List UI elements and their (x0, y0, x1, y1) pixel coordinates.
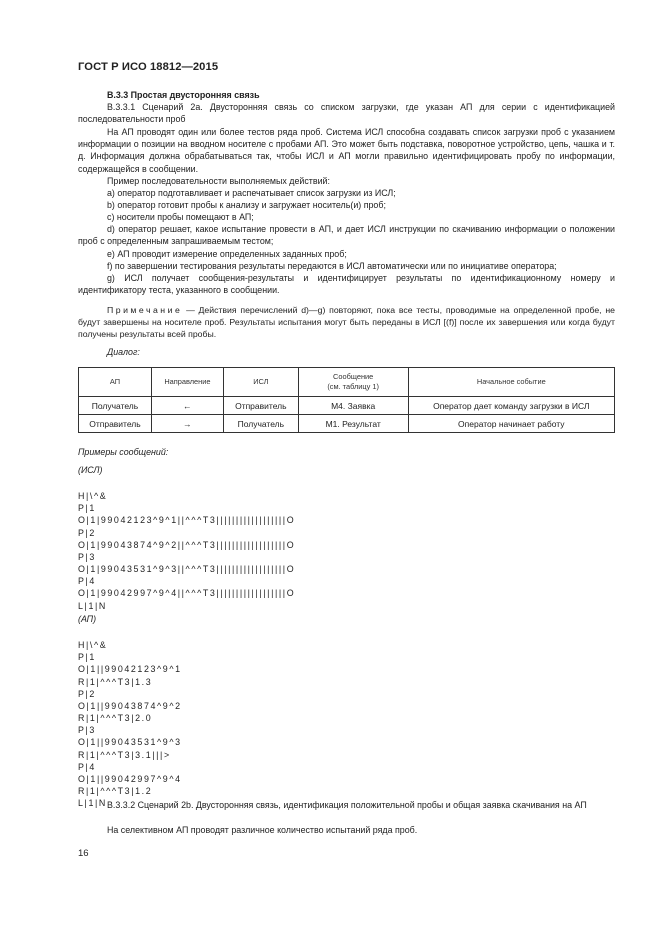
note-label: Примечание (107, 305, 183, 315)
list-item-f: f) по завершении тестирования результаты передаются в ИСЛ автоматически или по инициативе оператора; (107, 261, 557, 271)
message-line: R|1|^^^T3|3.1|||> (78, 749, 171, 760)
table-cell-isl: Отправитель (223, 397, 298, 415)
table-cell-ap: Отправитель (79, 415, 152, 433)
list-item-c: c) носители пробы помещают в АП; (107, 212, 254, 222)
message-line: O|1|99043874^9^2||^^^T3||||||||||||||||||O (78, 539, 296, 550)
table-row (79, 397, 615, 415)
table-header-event: Начальное событие (408, 368, 614, 397)
dialog-label: Диалог: (107, 347, 140, 357)
message-line: H|\^& (78, 491, 108, 502)
isl-label: (ИСЛ) (78, 465, 103, 475)
document-header: ГОСТ Р ИСО 18812—2015 (78, 61, 219, 73)
table-header-message: Сообщение (см. таблицу 1) (298, 368, 408, 397)
table-cell-event: Оператор дает команду загрузки в ИСЛ (408, 397, 614, 415)
paragraph-description (78, 126, 615, 175)
paragraph-b331 (78, 101, 615, 125)
table-header-row (79, 368, 615, 397)
table-cell-message: М1. Результат (298, 415, 408, 433)
table-cell-direction: ← (151, 397, 223, 415)
message-line: P|4 (78, 576, 96, 587)
list-item-d-text: d) оператор решает, какое испытание провести в АП, и дает ИСЛ инструкции по скачиванию информации о положении проб с определенным запрашиваемым тестом; (78, 224, 615, 247)
message-line: P|1 (78, 503, 96, 514)
table-row (79, 415, 615, 433)
table-cell-direction: → (151, 415, 223, 433)
sequence-intro: Пример последовательности выполняемых действий: (107, 176, 330, 186)
table-cell-ap: Получатель (79, 397, 152, 415)
message-line: L|1|N (78, 600, 107, 611)
message-line: O|1||99043531^9^3 (78, 737, 182, 748)
list-item-b: b) оператор готовит пробы к анализу и загружает носитель(и) проб; (107, 200, 386, 210)
isl-message-block (78, 478, 295, 624)
message-line: P|2 (78, 688, 96, 699)
list-item-a: a) оператор подготавливает и распечатывает список загрузки из ИСЛ; (107, 188, 396, 198)
note-text: — Действия перечислений d)—g) повторяют, пока все тесты, проводимые на определенной пробе, не будут завершены на носителе проб. Результаты испытания могут быть переданы в ИСЛ [(f)] после их завершения или когда будут получены результаты всей пробы. (78, 305, 615, 340)
paragraph-b332 (78, 799, 615, 811)
table-cell-isl: Получатель (223, 415, 298, 433)
section-title: В.3.3 Простая двусторонняя связь (107, 90, 260, 100)
message-line: R|1|^^^T3|1.3 (78, 676, 153, 687)
message-line: O|1||99042997^9^4 (78, 773, 182, 784)
message-line: P|3 (78, 725, 96, 736)
message-line: P|1 (78, 652, 96, 663)
table-cell-message: М4. Заявка (298, 397, 408, 415)
message-line: P|2 (78, 527, 96, 538)
paragraph-description-text: На АП проводят один или более тестов ряда проб. Система ИСЛ способна создавать список загрузки проб с указанием информации о позиции на вводном носителе с пробами АП. Это может быть подставка, поворотное устройство, цепь, чашка и т. д. Информация должна обрабатываться так, чтобы ИСЛ и АП могли правильно идентифицировать пробу по информации, содержащейся в сообщении. (78, 127, 615, 174)
table-header-isl: ИСЛ (223, 368, 298, 397)
table-header-direction: Направление (151, 368, 223, 397)
message-line: P|4 (78, 761, 96, 772)
table-header-ap: АП (79, 368, 152, 397)
note-paragraph (78, 304, 615, 341)
ap-label: (АП) (78, 614, 97, 624)
list-item-g-text: g) ИСЛ получает сообщения-результаты и идентифицирует результаты по идентификационному номеру и идентификатору теста, указанного в сообщении. (78, 273, 615, 296)
message-line: R|1|^^^T3|1.2 (78, 786, 153, 797)
list-item-g (78, 272, 615, 296)
message-line: O|1|99043531^9^3||^^^T3||||||||||||||||||O (78, 564, 296, 575)
list-item-d (78, 223, 615, 247)
message-line: O|1||99042123^9^1 (78, 664, 182, 675)
message-line: L|1|N (78, 798, 107, 809)
page-number: 16 (78, 848, 89, 859)
ap-message-block (78, 627, 182, 822)
message-line: O|1|99042123^9^1||^^^T3||||||||||||||||||O (78, 515, 296, 526)
message-line: R|1|^^^T3|2.0 (78, 713, 153, 724)
paragraph-b332-text: В.3.3.2 Сценарий 2b. Двусторонняя связь, идентификация положительной пробы и общая заявка скачивания на АП (107, 800, 587, 810)
examples-label: Примеры сообщений: (78, 447, 169, 457)
message-line: H|\^& (78, 640, 108, 651)
dialog-table (78, 367, 615, 433)
list-item-e: e) АП проводит измерение определенных заданных проб; (107, 249, 347, 259)
paragraph-b331-text: В.3.3.1 Сценарий 2а. Двусторонняя связь со списком загрузки, где указан АП для серии с идентификацией последовательности проб (78, 102, 615, 125)
message-line: O|1|99042997^9^4||^^^T3||||||||||||||||||O (78, 588, 296, 599)
message-line: O|1||99043874^9^2 (78, 700, 182, 711)
message-line: P|3 (78, 551, 96, 562)
table-cell-event: Оператор начинает работу (408, 415, 614, 433)
paragraph-last: На селективном АП проводят различное количество испытаний ряда проб. (107, 825, 418, 835)
